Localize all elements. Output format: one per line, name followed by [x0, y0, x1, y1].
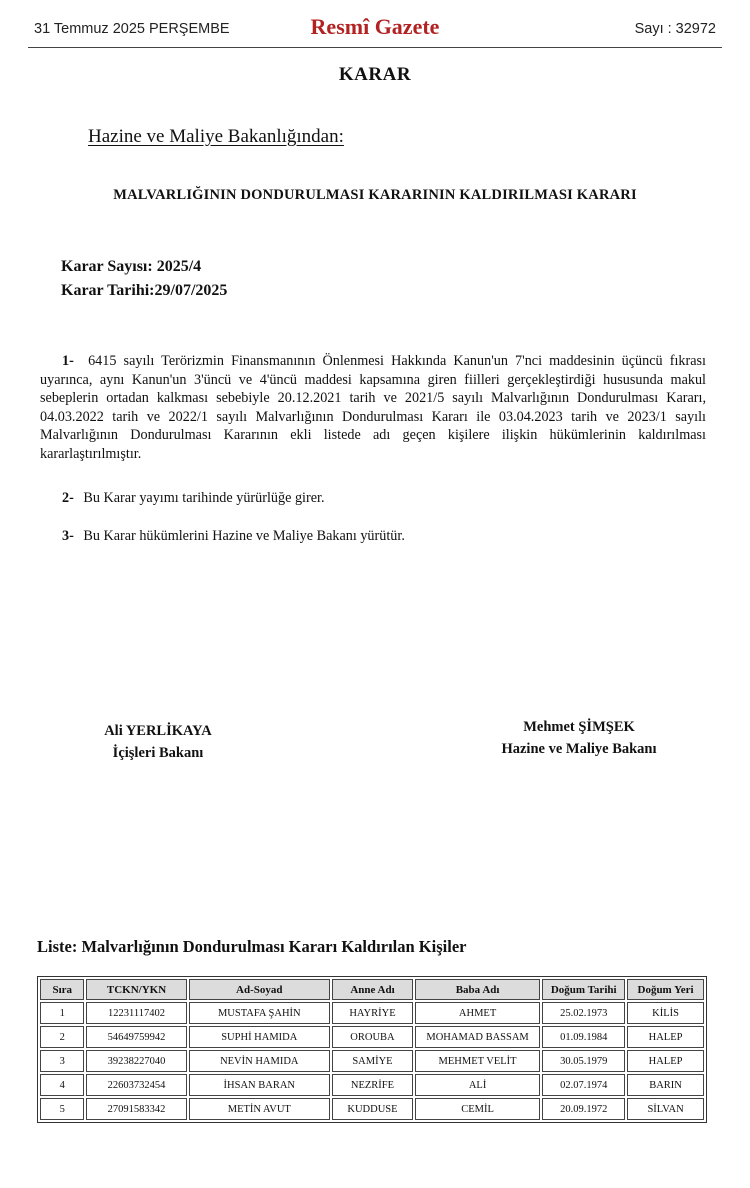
signatory-title: İçişleri Bakanı: [112, 745, 204, 761]
article-number: 1-: [62, 353, 74, 369]
cell-birth-date: 01.09.1984: [542, 1026, 625, 1048]
issue-number: Sayı : 32972: [634, 21, 716, 37]
cell-id: 22603732454: [86, 1074, 186, 1096]
cell-mother: NEZRİFE: [332, 1074, 413, 1096]
table-row: [40, 1098, 704, 1120]
cell-mother: KUDDUSE: [332, 1098, 413, 1120]
decision-date: Karar Tarihi:29/07/2025: [61, 282, 228, 299]
table-row: [40, 1026, 704, 1048]
persons-table: [37, 976, 707, 1123]
cell-mother: SAMİYE: [332, 1050, 413, 1072]
cell-mother: OROUBA: [332, 1026, 413, 1048]
table-row: [40, 1074, 704, 1096]
column-header: Sıra: [40, 979, 84, 1000]
signatory-name: Mehmet ŞİMŞEK: [523, 719, 635, 735]
cell-birth-date: 25.02.1973: [542, 1002, 625, 1024]
signatory-title: Hazine ve Maliye Bakanı: [501, 741, 657, 757]
cell-birth-date: 30.05.1979: [542, 1050, 625, 1072]
cell-id: 54649759942: [86, 1026, 186, 1048]
cell-birth-place: KİLİS: [627, 1002, 704, 1024]
cell-name: MUSTAFA ŞAHİN: [189, 1002, 331, 1024]
cell-father: AHMET: [415, 1002, 540, 1024]
cell-order: 5: [40, 1098, 84, 1120]
column-header: Doğum Yeri: [627, 979, 704, 1000]
column-header: Doğum Tarihi: [542, 979, 625, 1000]
column-header: TCKN/YKN: [86, 979, 186, 1000]
signature-interior-minister: [88, 720, 228, 764]
cell-name: İHSAN BARAN: [189, 1074, 331, 1096]
gazette-title: Resmî Gazete: [310, 14, 440, 39]
cell-name: SUPHİ HAMIDA: [189, 1026, 331, 1048]
cell-id: 27091583342: [86, 1098, 186, 1120]
article-number: 2-: [62, 490, 74, 506]
signature-finance-minister: [484, 716, 674, 760]
cell-order: 1: [40, 1002, 84, 1024]
list-title: Liste: Malvarlığının Dondurulması Kararı Kaldırılan Kişiler: [37, 937, 467, 956]
cell-birth-place: HALEP: [627, 1050, 704, 1072]
cell-father: MOHAMAD BASSAM: [415, 1026, 540, 1048]
gazette-header: [28, 12, 722, 48]
table-row: [40, 1050, 704, 1072]
signatory-name: Ali YERLİKAYA: [104, 723, 212, 739]
article-3: [62, 528, 405, 545]
cell-order: 4: [40, 1074, 84, 1096]
cell-birth-date: 02.07.1974: [542, 1074, 625, 1096]
header-date: 31 Temmuz 2025 PERŞEMBE: [34, 21, 230, 37]
article-1: [40, 352, 706, 464]
column-header: Anne Adı: [332, 979, 413, 1000]
cell-birth-place: SİLVAN: [627, 1098, 704, 1120]
cell-id: 12231117402: [86, 1002, 186, 1024]
issuing-ministry: Hazine ve Maliye Bakanlığından:: [88, 126, 344, 147]
document-type-heading: KARAR: [338, 64, 412, 85]
cell-name: METİN AVUT: [189, 1098, 331, 1120]
article-number: 3-: [62, 528, 74, 544]
decision-number: Karar Sayısı: 2025/4: [61, 258, 202, 275]
column-header: Baba Adı: [415, 979, 540, 1000]
table-row: [40, 1002, 704, 1024]
cell-birth-place: BARIN: [627, 1074, 704, 1096]
cell-birth-date: 20.09.1972: [542, 1098, 625, 1120]
cell-mother: HAYRİYE: [332, 1002, 413, 1024]
table-header-row: [40, 979, 704, 1000]
cell-order: 2: [40, 1026, 84, 1048]
decree-title: MALVARLIĞININ DONDURULMASI KARARININ KALDIRILMASI KARARI: [113, 187, 637, 203]
article-text: Bu Karar yayımı tarihinde yürürlüğe girer.: [83, 490, 325, 506]
article-2: [62, 490, 325, 507]
cell-id: 39238227040: [86, 1050, 186, 1072]
cell-father: ALİ: [415, 1074, 540, 1096]
cell-father: MEHMET VELİT: [415, 1050, 540, 1072]
cell-father: CEMİL: [415, 1098, 540, 1120]
column-header: Ad-Soyad: [189, 979, 331, 1000]
article-text: Bu Karar hükümlerini Hazine ve Maliye Bakanı yürütür.: [83, 528, 405, 544]
cell-order: 3: [40, 1050, 84, 1072]
article-text: 6415 sayılı Terörizmin Finansmanının Önlenmesi Hakkında Kanun'un 7'nci maddesinin üçüncü fıkrası uyarınca, aynı Kanun'un 3'üncü ve 4'üncü maddesi kapsamına giren fiilleri gerçekleştirdiği hususunda makul sebeplerin ortadan kalkması sebebiyle 20.12.2021 tarih ve 2021/5 sayılı Malvarlığının Dondurulması Kararı, 04.03.2022 tarih ve 2022/1 sayılı Malvarlığının Dondurulması Kararı ile 03.04.2023 tarih ve 2023/1 sayılı Malvarlığının Dondurulması Kararının ekli listede adı geçen kişilere ilişkin hükümlerinin kaldırılması kararlaştırılmıştır.: [40, 353, 706, 462]
cell-name: NEVİN HAMIDA: [189, 1050, 331, 1072]
cell-birth-place: HALEP: [627, 1026, 704, 1048]
